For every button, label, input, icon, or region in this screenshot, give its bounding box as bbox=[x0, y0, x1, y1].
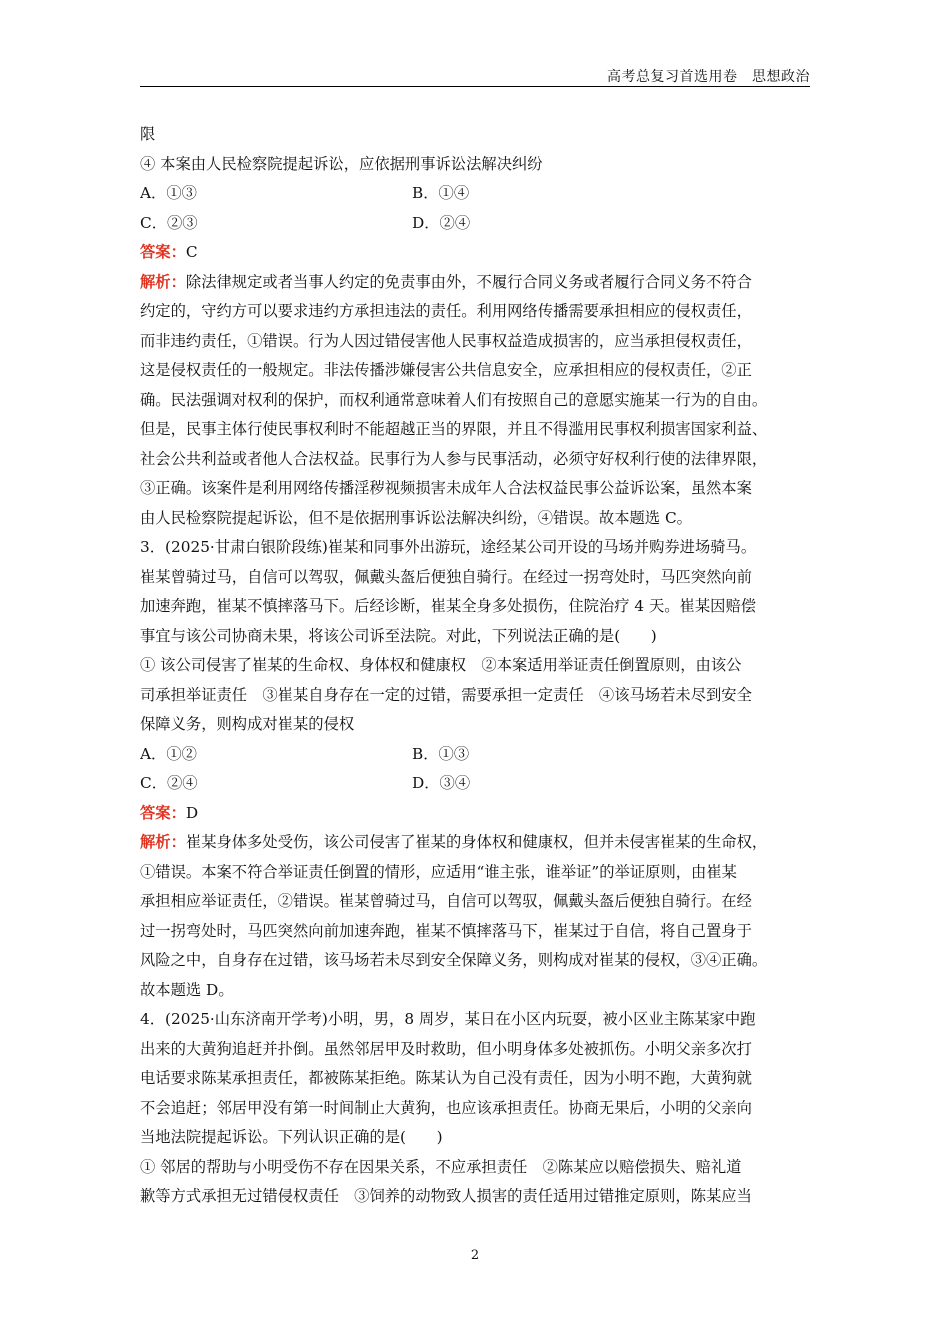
options-row bbox=[140, 740, 812, 770]
analysis-label: 解析： bbox=[140, 272, 186, 291]
analysis-line: 风险之中，自身存在过错，该马场若未尽到安全保障义务，则构成对崔某的侵权，③④正确。 bbox=[140, 951, 768, 969]
option-c: C．②④ bbox=[140, 774, 198, 792]
analysis-line: 约定的，守约方可以要求违约方承担违法的责任。利用网络传播需要承担相应的侵权责任， bbox=[140, 302, 752, 320]
analysis-line: 承担相应举证责任，②错误。崔某曾骑过马，自信可以驾驭，佩戴头盔后便独自骑行。在经 bbox=[140, 892, 752, 910]
question-stem-line: 4．(2025·山东济南开学考)小明，男，8 周岁，某日在小区内玩耍，被小区业主陈某家中跑 bbox=[140, 1010, 756, 1028]
page-header bbox=[140, 64, 810, 87]
analysis-line: 这是侵权责任的一般规定。非法传播涉嫌侵害公共信息安全，应承担相应的侵权责任，②正 bbox=[140, 361, 752, 379]
option-a: A．①③ bbox=[140, 184, 197, 202]
question-stem-line: 事宜与该公司协商未果，将该公司诉至法院。对此，下列说法正确的是( ) bbox=[140, 626, 657, 645]
option-b: B．①④ bbox=[412, 184, 470, 202]
question-stem-line: ① 该公司侵害了崔某的生命权、身体权和健康权 ②本案适用举证责任倒置原则，由该公 bbox=[140, 656, 742, 674]
page-number: 2 bbox=[470, 1248, 480, 1263]
options-row bbox=[140, 209, 812, 239]
analysis-label: 解析： bbox=[140, 833, 186, 851]
options-row bbox=[140, 179, 812, 209]
analysis-line: 由人民检察院提起诉讼，但不是依据刑事诉讼法解决纠纷，④错误。故本题选 C。 bbox=[140, 508, 692, 527]
document-body bbox=[140, 120, 812, 1212]
question-stem-line: 保障义务，则构成对崔某的侵权 bbox=[140, 715, 355, 733]
analysis-line bbox=[140, 268, 812, 298]
analysis-line bbox=[140, 828, 812, 858]
answer-label: 答案： bbox=[140, 243, 186, 261]
answer-line bbox=[140, 799, 812, 829]
question-stem-line: 崔某曾骑过马，自信可以驾驭，佩戴头盔后便独自骑行。在经过一拐弯处时，马匹突然向前 bbox=[140, 567, 752, 586]
option-c: C．②③ bbox=[140, 213, 198, 232]
question-stem-line: 不会追赶；邻居甲没有第一时间制止大黄狗，也应该承担责任。协商无果后，小明的父亲向 bbox=[140, 1098, 752, 1117]
analysis-line: 确。民法强调对权利的保护，而权利通常意味着人们有按照自己的意愿实施某一行为的自由。 bbox=[140, 390, 768, 409]
answer-label: 答案： bbox=[140, 803, 186, 822]
header-title: 高考总复习首选用卷 思想政治 bbox=[607, 69, 810, 85]
question-stem-line: 当地法院提起诉讼。下列认识正确的是( ) bbox=[140, 1128, 443, 1146]
option-b: B．①③ bbox=[412, 744, 470, 763]
analysis-line: ③正确。该案件是利用网络传播淫秽视频损害未成年人合法权益民事公益诉讼案，虽然本案 bbox=[140, 479, 752, 497]
analysis-line: 社会公共利益或者他人合法权益。民事行为人参与民事活动，必须守好权利行使的法律界限， bbox=[140, 449, 768, 468]
answer-value: C bbox=[185, 243, 198, 261]
question-stem-line: 电话要求陈某承担责任，都被陈某拒绝。陈某认为自己没有责任，因为小明不跑，大黄狗就 bbox=[140, 1069, 752, 1087]
analysis-line: 故本题选 D。 bbox=[140, 980, 234, 999]
answer-line bbox=[140, 238, 812, 268]
question-stem-line: 司承担举证责任 ③崔某自身存在一定的过错，需要承担一定责任 ④该马场若未尽到安全 bbox=[140, 685, 752, 704]
analysis-line: 过一拐弯处时，马匹突然向前加速奔跑，崔某不慎摔落马下，崔某过于自信，将自己置身于 bbox=[140, 921, 752, 940]
text-line: 限 bbox=[140, 125, 156, 143]
question-stem-line: 歉等方式承担无过错侵权责任 ③饲养的动物致人损害的责任适用过错推定原则，陈某应当 bbox=[140, 1187, 752, 1205]
analysis-text: 崔某身体多处受伤，该公司侵害了崔某的身体权和健康权，但并未侵害崔某的生命权， bbox=[185, 833, 768, 851]
options-row bbox=[140, 769, 812, 799]
analysis-line: 而非违约责任，①错误。行为人因过错侵害他人民事权益造成损害的，应当承担侵权责任， bbox=[140, 331, 752, 350]
question-stem-line: 3．(2025·甘肃白银阶段练)崔某和同事外出游玩，途经某公司开设的马场并购券进场骑马。 bbox=[140, 538, 757, 556]
option-a: A．①② bbox=[140, 744, 197, 763]
question-stem-line: 加速奔跑，崔某不慎摔落马下。后经诊断，崔某全身多处损伤，住院治疗 4 天。崔某因赔偿 bbox=[140, 597, 757, 615]
question-stem-line: ① 邻居的帮助与小明受伤不存在因果关系，不应承担责任 ②陈某应以赔偿损失、赔礼道 bbox=[140, 1157, 742, 1176]
option-d: D．②④ bbox=[412, 213, 471, 232]
answer-value: D bbox=[185, 803, 199, 822]
question-stem-line: 出来的大黄狗追赶并扑倒。虽然邻居甲及时救助，但小明身体多处被抓伤。小明父亲多次打 bbox=[140, 1039, 752, 1058]
text-line: ④ 本案由人民检察院提起诉讼，应依据刑事诉讼法解决纠纷 bbox=[140, 154, 543, 173]
analysis-line: ①错误。本案不符合举证责任倒置的情形，应适用“谁主张，谁举证”的举证原则，由崔某 bbox=[140, 862, 737, 881]
option-d: D．③④ bbox=[412, 774, 471, 792]
analysis-line: 但是，民事主体行使民事权利时不能超越正当的界限，并且不得滥用民事权利损害国家利益、 bbox=[140, 420, 768, 438]
analysis-text: 除法律规定或者当事人约定的免责事由外，不履行合同义务或者履行合同义务不符合 bbox=[185, 272, 752, 291]
